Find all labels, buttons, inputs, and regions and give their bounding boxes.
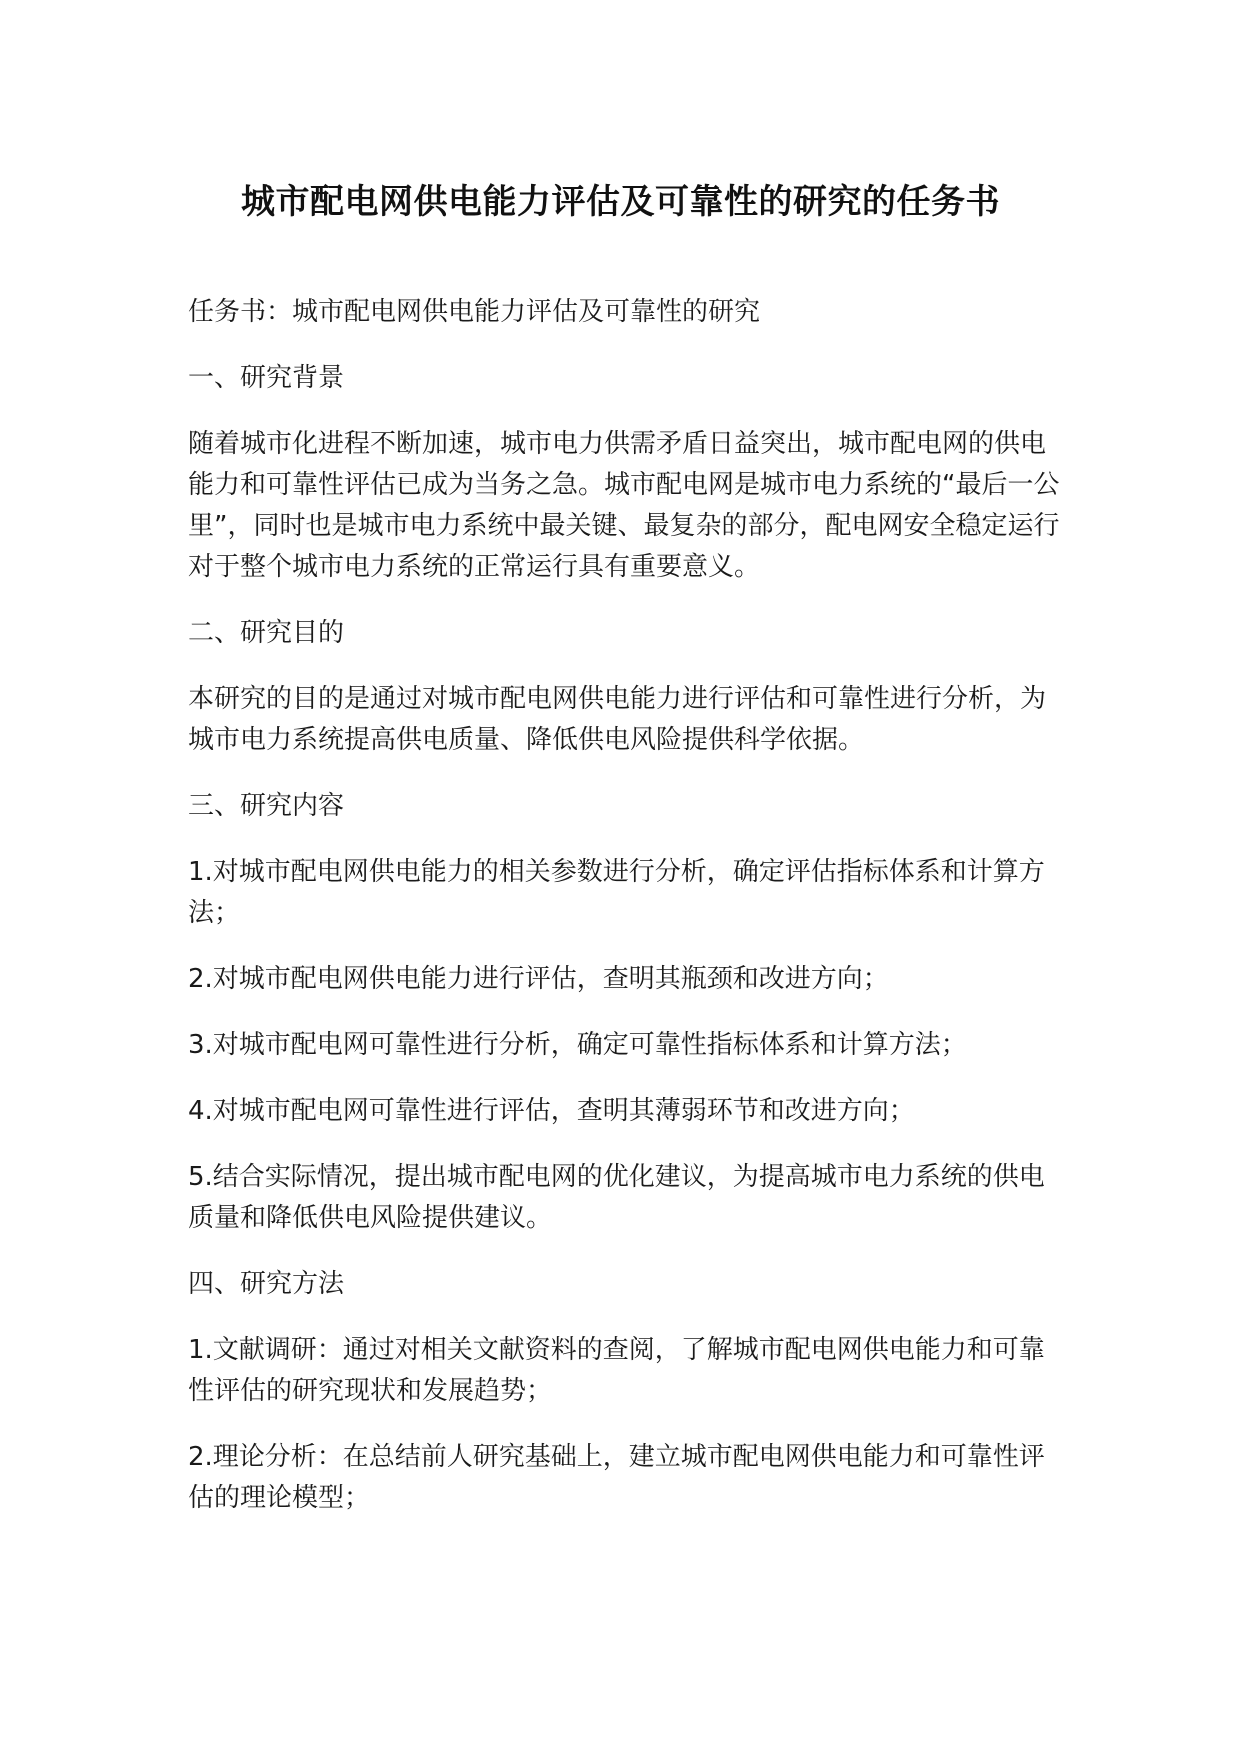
- method-item: 1.文献调研：通过对相关文献资料的查阅，了解城市配电网供电能力和可靠性评估的研究现状和发展趋势；: [188, 1335, 1045, 1406]
- content-item: 1.对城市配电网供电能力的相关参数进行分析，确定评估指标体系和计算方法；: [188, 857, 1045, 928]
- content-item: 3.对城市配电网可靠性进行分析，确定可靠性指标体系和计算方法；: [188, 1030, 967, 1060]
- document-title: 城市配电网供电能力评估及可靠性的研究的任务书: [241, 182, 1000, 222]
- section-paragraph-purpose: 本研究的目的是通过对城市配电网供电能力进行评估和可靠性进行分析，为城市电力系统提高供电质量、降低供电风险提供科学依据。: [188, 684, 1047, 755]
- section-heading-content: 三、研究内容: [188, 791, 345, 821]
- method-item: 2.理论分析：在总结前人研究基础上，建立城市配电网供电能力和可靠性评估的理论模型；: [188, 1442, 1045, 1513]
- section-heading-methods: 四、研究方法: [188, 1269, 345, 1299]
- document-body: [188, 292, 1060, 1544]
- content-item: 5.结合实际情况，提出城市配电网的优化建议，为提高城市电力系统的供电质量和降低供电风险提供建议。: [188, 1162, 1045, 1233]
- section-paragraph-background: 随着城市化进程不断加速，城市电力供需矛盾日益突出，城市配电网的供电能力和可靠性评估已成为当务之急。城市配电网是城市电力系统的“最后一公里”，同时也是城市电力系统中最关键、最复杂的部分，配电网安全稳定运行对于整个城市电力系统的正常运行具有重要意义。: [188, 429, 1060, 582]
- document-subtitle: 任务书：城市配电网供电能力评估及可靠性的研究: [188, 297, 761, 327]
- content-item: 4.对城市配电网可靠性进行评估，查明其薄弱环节和改进方向；: [188, 1096, 915, 1126]
- content-item: 2.对城市配电网供电能力进行评估，查明其瓶颈和改进方向；: [188, 964, 889, 994]
- section-heading-purpose: 二、研究目的: [188, 618, 345, 648]
- section-heading-background: 一、研究背景: [188, 363, 345, 393]
